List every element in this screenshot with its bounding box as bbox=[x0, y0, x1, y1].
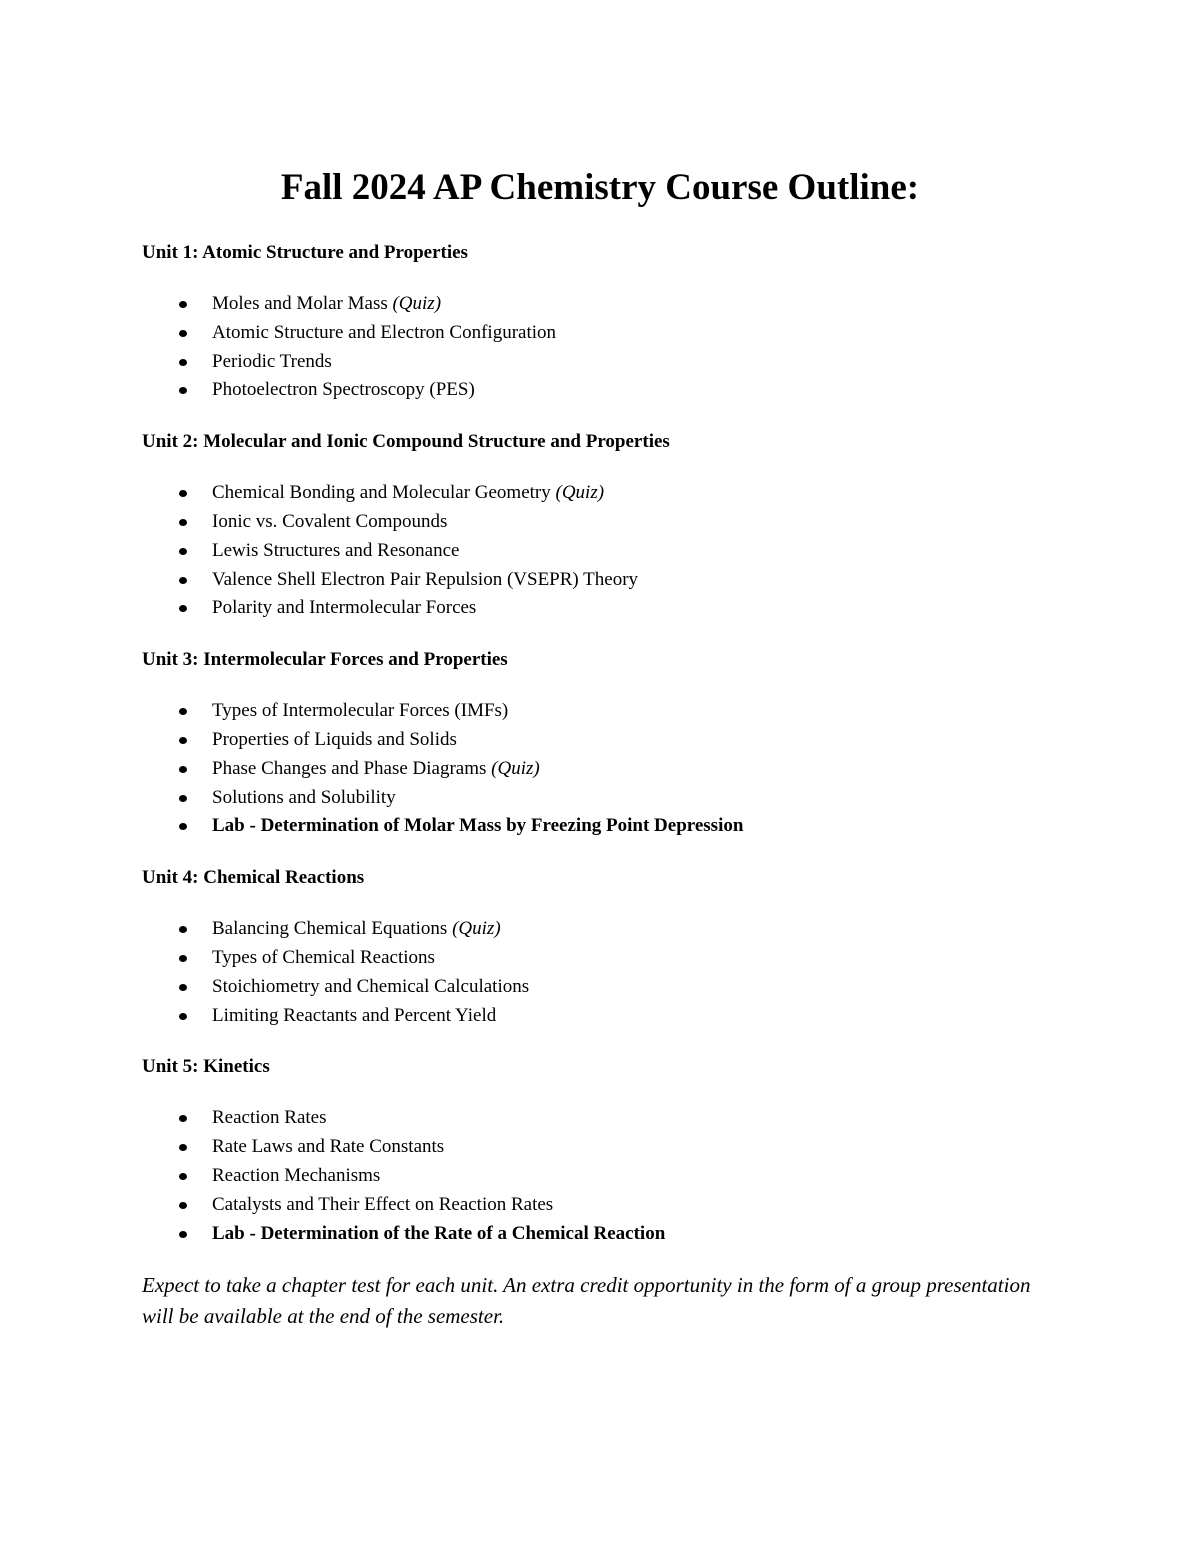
topic-item bbox=[142, 594, 1062, 623]
bullet-icon bbox=[179, 605, 187, 612]
bullet-icon bbox=[179, 490, 187, 497]
quiz-marker: (Quiz) bbox=[491, 757, 540, 779]
topic-text: Ionic vs. Covalent Compounds bbox=[212, 510, 448, 532]
topic-item bbox=[142, 537, 1062, 566]
bullet-icon bbox=[179, 577, 187, 584]
bullet-icon bbox=[179, 1115, 187, 1122]
topic-item bbox=[142, 1162, 1062, 1191]
topic-text: Types of Chemical Reactions bbox=[212, 946, 435, 968]
topic-item bbox=[142, 1133, 1062, 1162]
topic-item bbox=[142, 1002, 1062, 1031]
bullet-icon bbox=[179, 1202, 187, 1209]
quiz-marker: (Quiz) bbox=[452, 918, 501, 940]
unit-topic-list bbox=[142, 697, 1062, 841]
topic-item bbox=[142, 973, 1062, 1002]
topic-item bbox=[142, 944, 1062, 973]
topic-text: Lab - Determination of the Rate of a Chemical Reaction bbox=[212, 1222, 666, 1244]
unit-topic-list bbox=[142, 290, 1062, 405]
topic-item bbox=[142, 319, 1062, 348]
unit-heading-1: Unit 1: Atomic Structure and Properties bbox=[142, 242, 468, 263]
topic-text: Photoelectron Spectroscopy (PES) bbox=[212, 379, 475, 401]
bullet-icon bbox=[179, 955, 187, 962]
topic-text: Balancing Chemical Equations bbox=[212, 918, 448, 940]
topic-text: Chemical Bonding and Molecular Geometry bbox=[212, 482, 551, 504]
quiz-marker: (Quiz) bbox=[555, 482, 605, 504]
bullet-icon bbox=[179, 708, 187, 715]
topic-item bbox=[142, 915, 1062, 944]
bullet-icon bbox=[179, 795, 187, 802]
page-title: Fall 2024 AP Chemistry Course Outline: bbox=[280, 167, 920, 208]
topic-text: Polarity and Intermolecular Forces bbox=[212, 597, 477, 619]
topic-text: Properties of Liquids and Solids bbox=[212, 728, 457, 750]
bullet-icon bbox=[179, 519, 187, 526]
topic-text: Lewis Structures and Resonance bbox=[212, 539, 460, 561]
bullet-icon bbox=[179, 926, 187, 933]
topic-text: Types of Intermolecular Forces (IMFs) bbox=[212, 700, 509, 722]
topic-text: Catalysts and Their Effect on Reaction Rates bbox=[212, 1193, 554, 1215]
bullet-icon bbox=[179, 823, 187, 830]
unit-topic-list bbox=[142, 915, 1062, 1030]
course-outline bbox=[142, 238, 1062, 1332]
quiz-marker: (Quiz) bbox=[392, 293, 442, 314]
topic-item bbox=[142, 348, 1062, 377]
topic-item bbox=[142, 755, 1062, 784]
bullet-icon bbox=[179, 1013, 187, 1020]
topic-item bbox=[142, 566, 1062, 595]
topic-text: Rate Laws and Rate Constants bbox=[212, 1136, 445, 1158]
topic-text: Solutions and Solubility bbox=[212, 786, 396, 808]
unit-heading-2: Unit 2: Molecular and Ionic Compound Structure and Properties bbox=[142, 431, 670, 453]
bullet-icon bbox=[179, 1173, 187, 1180]
bullet-icon bbox=[179, 548, 187, 555]
lab-item bbox=[142, 1220, 1062, 1249]
topic-text: Valence Shell Electron Pair Repulsion (VSEPR) Theory bbox=[212, 568, 639, 590]
topic-text: Phase Changes and Phase Diagrams bbox=[212, 757, 487, 779]
topic-item bbox=[142, 1104, 1062, 1133]
bullet-icon bbox=[179, 301, 187, 308]
topic-text: Atomic Structure and Electron Configuration bbox=[212, 321, 557, 343]
topic-item bbox=[142, 290, 1062, 319]
bullet-icon bbox=[179, 1231, 187, 1238]
bullet-icon bbox=[179, 387, 187, 394]
topic-item bbox=[142, 697, 1062, 726]
topic-item bbox=[142, 784, 1062, 813]
bullet-icon bbox=[179, 984, 187, 991]
unit-heading-5: Unit 5: Kinetics bbox=[142, 1056, 270, 1078]
topic-text: Moles and Molar Mass bbox=[212, 293, 388, 314]
unit-heading-4: Unit 4: Chemical Reactions bbox=[142, 867, 365, 889]
lab-item bbox=[142, 812, 1062, 841]
bullet-icon bbox=[179, 359, 187, 366]
topic-text: Limiting Reactants and Percent Yield bbox=[212, 1004, 497, 1026]
topic-item bbox=[142, 726, 1062, 755]
bullet-icon bbox=[179, 330, 187, 337]
topic-text: Lab - Determination of Molar Mass by Freezing Point Depression bbox=[212, 815, 744, 837]
topic-text: Reaction Mechanisms bbox=[212, 1164, 381, 1186]
unit-heading-3: Unit 3: Intermolecular Forces and Properties bbox=[142, 649, 508, 671]
topic-item bbox=[142, 1191, 1062, 1220]
bullet-icon bbox=[179, 737, 187, 744]
bullet-icon bbox=[179, 1144, 187, 1151]
topic-text: Reaction Rates bbox=[212, 1107, 327, 1129]
topic-text: Periodic Trends bbox=[212, 350, 332, 372]
topic-text: Stoichiometry and Chemical Calculations bbox=[212, 975, 530, 997]
topic-item bbox=[142, 508, 1062, 537]
bullet-icon bbox=[179, 766, 187, 773]
topic-item bbox=[142, 376, 1062, 405]
unit-topic-list bbox=[142, 1104, 1062, 1248]
unit-topic-list bbox=[142, 479, 1062, 623]
footer-note: Expect to take a chapter test for each unit. An extra credit opportunity in the form of a group presentation will be available at the end of the semester. bbox=[142, 1273, 1031, 1329]
topic-item bbox=[142, 479, 1062, 508]
